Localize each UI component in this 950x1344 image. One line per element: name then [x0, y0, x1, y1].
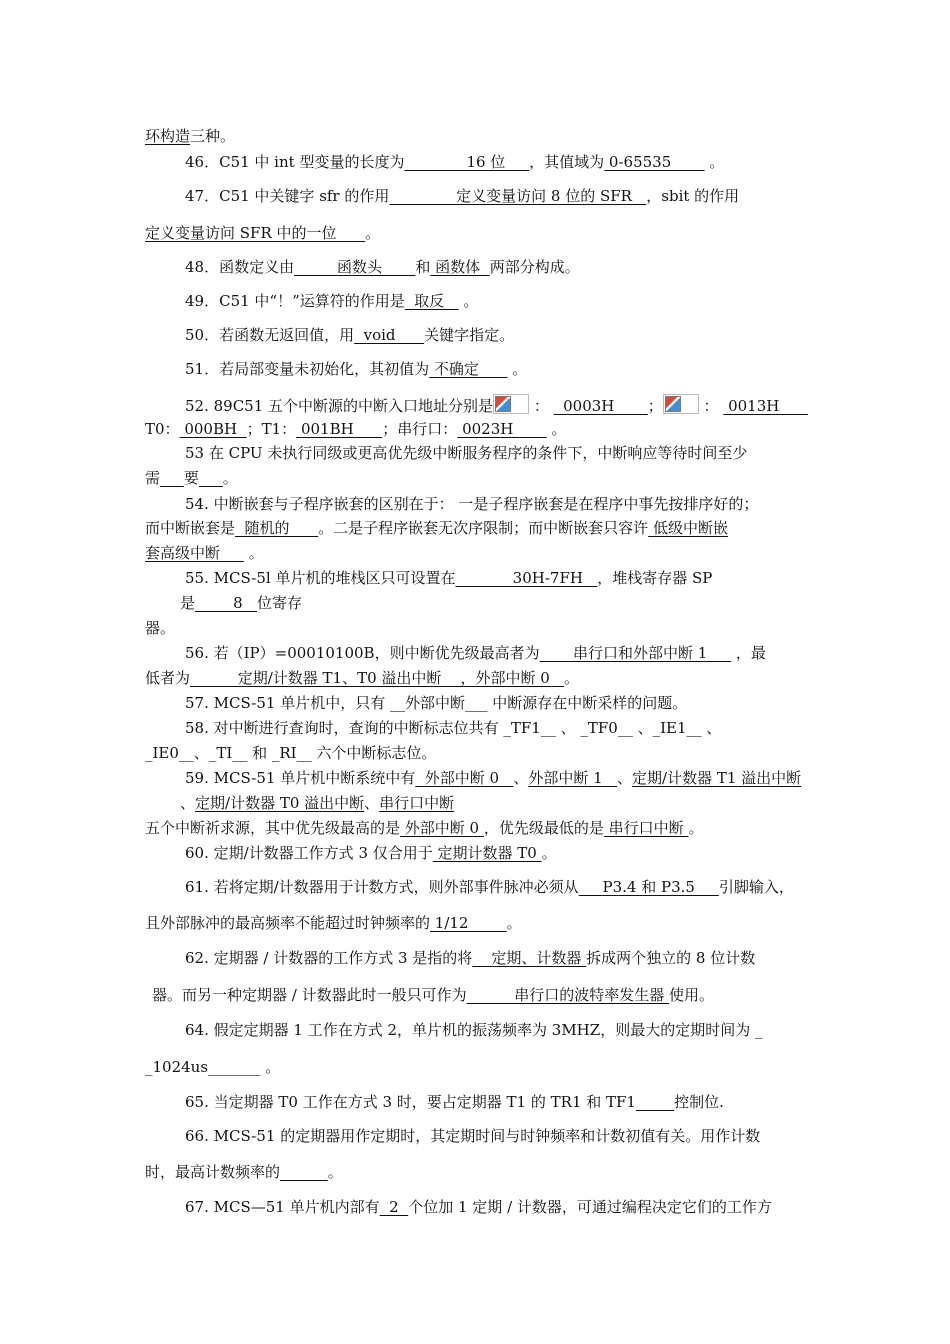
line-text: T0：	[145, 420, 180, 438]
line-text: 54. 中断嵌套与子程序嵌套的区别在于： 一是子程序嵌套是在程序中事先按排序好的；	[185, 495, 759, 513]
line-text: ，优先级最低的是	[483, 819, 604, 837]
line-text: 时，最高计数频率的	[145, 1163, 281, 1181]
answer-blank: 2	[379, 1198, 409, 1216]
answer-blank: 串行口的波特率发生器	[466, 986, 670, 1004]
line-text: 器。	[145, 619, 176, 637]
text-line	[185, 877, 794, 897]
line-text: 、	[513, 769, 529, 787]
line-text: 是	[180, 594, 196, 612]
answer-blank: P3.4 和 P3.5	[578, 878, 719, 896]
text-line	[185, 1197, 772, 1217]
answer-blank: 取反	[404, 292, 459, 310]
text-line	[145, 543, 264, 563]
text-line	[185, 568, 712, 588]
line-text: 需	[145, 469, 161, 487]
line-text: 67. MCS—51 单片机内部有	[185, 1198, 380, 1216]
answer-blank: 串行口和外部中断 1	[539, 644, 732, 662]
line-text: 。	[327, 1163, 343, 1181]
line-text: 、	[364, 794, 380, 812]
line-text: ：	[529, 397, 554, 415]
text-line	[145, 818, 703, 838]
line-text: 。	[541, 844, 557, 862]
answer-blank	[280, 1163, 328, 1181]
line-text: 65. 当定期器 T0 工作在方式 3 时，要占定期器 T1 的 TR1 和 TF1	[185, 1093, 636, 1111]
line-text: 。	[506, 914, 522, 932]
text-line	[185, 152, 724, 172]
text-line	[145, 419, 567, 439]
line-text: 。	[546, 420, 567, 438]
answer-blank: 定期/计数器 T1 溢出中断	[632, 769, 802, 787]
line-text: 关键字指定。	[424, 326, 515, 344]
line-text: 47．C51 中关键字 sfr 的作用	[185, 187, 390, 205]
line-text: 51．若局部变量未初始化，其初值为	[185, 360, 430, 378]
line-text: 48．函数定义由	[185, 258, 295, 276]
answer-blank: 001BH	[296, 420, 383, 438]
text-line	[145, 618, 175, 638]
text-line	[145, 518, 728, 538]
text-line	[185, 394, 808, 416]
line-text: 使用。	[669, 986, 715, 1004]
line-text: 。	[243, 544, 264, 562]
line-text: 55. MCS-5l 单片机的堆栈区只可设置在	[185, 569, 456, 587]
broken-image-icon	[663, 394, 699, 414]
line-text: 且外部脉冲的最高频率不能超过时钟频率的	[145, 914, 431, 932]
line-text: 49．C51 中“！”运算符的作用是	[185, 292, 405, 310]
line-text: 位寄存	[257, 594, 303, 612]
line-text: ：	[698, 397, 724, 415]
text-line	[185, 494, 758, 514]
answer-blank: 1/12	[430, 914, 507, 932]
line-text: 。二是子程序嵌套无次序限制；而中断嵌套只容许	[318, 519, 649, 537]
answer-blank: 0003H	[553, 397, 648, 415]
text-line	[185, 1020, 762, 1040]
line-text: ；T1：	[246, 420, 297, 438]
text-line	[185, 948, 755, 968]
answer-blank: 低级中断嵌	[648, 519, 728, 537]
line-text: 62. 定期器 / 计数器的工作方式 3 是指的将	[185, 949, 473, 967]
answer-blank: 8	[195, 594, 258, 612]
text-line	[145, 913, 522, 933]
line-text: 而中断嵌套是	[145, 519, 236, 537]
line-text: _1024us_______ 。	[145, 1058, 281, 1076]
answer-blank: 定期计数器 T0	[432, 844, 542, 862]
text-line	[145, 743, 436, 763]
line-text: 三种。	[190, 127, 236, 145]
text-line	[185, 1126, 760, 1146]
line-text: 。	[688, 819, 704, 837]
line-text: ，堆栈寄存器 SP	[597, 569, 713, 587]
line-text: 拆成两个独立的 8 位计数	[586, 949, 756, 967]
answer-blank: 套高级中断	[145, 544, 244, 562]
answer-blank: 定义变量访问 8 位的 SFR	[389, 187, 647, 205]
line-text: 66. MCS-51 的定期器用作定期时，其定期时间与时钟频率和计数初值有关。用作计数	[185, 1127, 761, 1145]
text-line	[180, 593, 302, 613]
answer-blank: 环构造	[145, 127, 191, 145]
line-text: 58. 对中断进行查询时，查询的中断标志位共有 _TF1__ 、 _TF0__ 、_IE1__ 、	[185, 719, 722, 737]
answer-blank: 16 位	[404, 153, 530, 171]
answer-blank: 定义变量访问 SFR 中的一位	[145, 224, 366, 242]
answer-blank: 0023H	[457, 420, 547, 438]
line-text: 控制位.	[674, 1093, 724, 1111]
line-text: 59. MCS-51 单片机中断系统中有	[185, 769, 416, 787]
answer-blank: 000BH	[179, 420, 247, 438]
answer-blank: 30H-7FH	[455, 569, 598, 587]
line-text: 。	[222, 469, 238, 487]
line-text: 五个中断祈求源，其中优先级最高的是	[145, 819, 401, 837]
text-line	[152, 985, 714, 1005]
text-line	[185, 1092, 724, 1112]
answer-blank: 串行口中断	[603, 819, 689, 837]
answer-blank: 定期/计数器 T1、T0 溢出中断 ，外部中断 0	[190, 669, 565, 687]
line-text: 52. 89C51 五个中断源的中断入口地址分别是	[185, 397, 494, 415]
answer-blank: 定期/计数器 T0 溢出中断	[195, 794, 365, 812]
line-text: 64. 假定定期器 1 工作在方式 2，单片机的振荡频率为 3MHZ，则最大的定期时间为 _	[185, 1021, 763, 1039]
line-text: 器。而另一种定期器 / 计数器此时一般只可作为	[152, 986, 467, 1004]
answer-blank: 串行口中断	[379, 794, 455, 812]
line-text: 61. 若将定期/计数器用于计数方式，则外部事件脉冲必须从	[185, 878, 579, 896]
text-line	[185, 291, 478, 311]
text-line	[180, 793, 454, 813]
line-text: ，最	[731, 644, 766, 662]
line-text: 、	[180, 794, 196, 812]
broken-image-icon	[493, 394, 529, 414]
answer-blank: 函数头	[294, 258, 416, 276]
answer-blank: 函数体	[430, 258, 490, 276]
line-text: 要	[183, 469, 199, 487]
answer-blank	[199, 469, 223, 487]
line-text: 。	[564, 669, 580, 687]
line-text: 53 在 CPU 未执行同级或更高优先级中断服务程序的条件下，中断响应等待时间至少	[185, 444, 748, 462]
text-line	[185, 186, 739, 206]
answer-blank: 外部中断 0	[415, 769, 514, 787]
line-text: _IE0__、_TI__ 和 _RI__ 六个中断标志位。	[145, 744, 437, 762]
line-text: ，其值域为	[529, 153, 605, 171]
text-line	[145, 1057, 280, 1077]
line-text: 个位加 1 定期 / 计数器，可通过编程决定它们的工作方	[408, 1198, 772, 1216]
text-line	[185, 257, 580, 277]
answer-blank: 外部中断 0	[400, 819, 484, 837]
answer-blank: 0013H	[723, 397, 808, 415]
line-text: 60. 定期/计数器工作方式 3 仅合用于	[185, 844, 433, 862]
line-text: 。	[365, 224, 381, 242]
answer-blank: 外部中断 1	[528, 769, 618, 787]
text-line	[145, 468, 238, 488]
text-line	[185, 718, 721, 738]
line-text: 50．若函数无返回值，用	[185, 326, 355, 344]
line-text: 。	[507, 360, 528, 378]
line-text: 。	[458, 292, 479, 310]
line-text: ，sbit 的作用	[646, 187, 740, 205]
text-line	[185, 643, 766, 663]
text-line	[185, 325, 514, 345]
line-text: 低者为	[145, 669, 191, 687]
line-text: ；串行口：	[382, 420, 458, 438]
answer-blank	[636, 1093, 674, 1111]
answer-blank: 定期、计数器	[472, 949, 587, 967]
text-line	[185, 359, 527, 379]
line-text: 57. MCS-51 单片机中，只有 __外部中断___ 中断源存在中断采样的问题。	[185, 694, 688, 712]
text-line	[185, 443, 747, 463]
line-text: 、	[617, 769, 633, 787]
text-line	[145, 1162, 343, 1182]
line-text: 56. 若（IP）=00010100B，则中断优先级最高者为	[185, 644, 540, 662]
text-line	[145, 223, 380, 243]
text-line	[145, 668, 579, 688]
line-text: ；	[647, 397, 663, 415]
line-text: 46．C51 中 int 型变量的长度为	[185, 153, 405, 171]
line-text: 和	[415, 258, 431, 276]
answer-blank: 不确定	[429, 360, 508, 378]
text-line	[185, 693, 687, 713]
answer-blank: 0-65535	[604, 153, 705, 171]
answer-blank	[160, 469, 184, 487]
line-text: 。	[704, 153, 725, 171]
text-line	[145, 126, 235, 146]
answer-blank: 随机的	[235, 519, 319, 537]
text-line	[185, 843, 557, 863]
line-text: 两部分构成。	[489, 258, 580, 276]
line-text: 引脚输入，	[718, 878, 794, 896]
answer-blank: void	[354, 326, 425, 344]
text-line	[185, 768, 801, 788]
